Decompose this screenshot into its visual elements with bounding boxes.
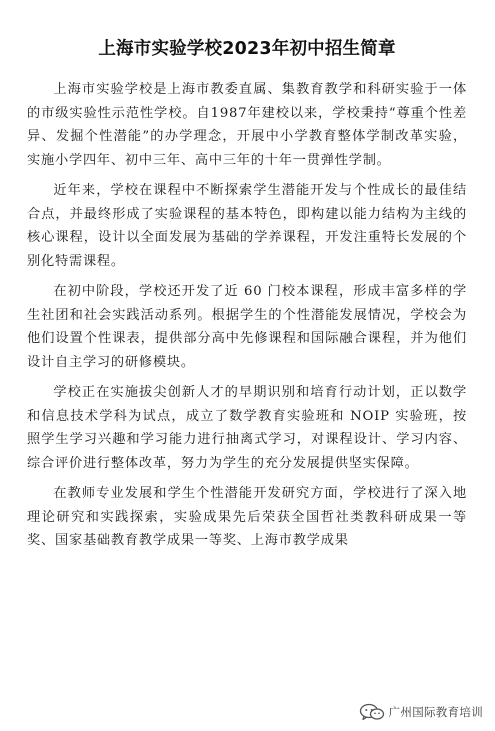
paragraph-curriculum: 近年来，学校在课程中不断探索学生潜能开发与个性成长的最佳结合点，并最终形成了实验课程的基本特色，即构建以能力结构为主线的核心课程，设计以全面发展为基础的学养课程，开发注重特长发展的个别化特需课程。	[27, 183, 467, 269]
paragraph-talent-program: 学校正在实施拔尖创新人才的早期识别和培育行动计划，正以数学和信息技术学科为试点，成立了数学教育实验班和 NOIP 实验班，按照学生学习兴趣和学习能力进行抽离式学习，对课程设计、学习内容、综合评价进行整体改革，努力为学生的充分发展提供坚实保障。	[27, 385, 467, 471]
watermark-text: 广州国际教育培训	[388, 705, 483, 719]
paragraph-intro: 上海市实验学校是上海市教委直属、集教育教学和科研实验于一体的市级实验性示范性学校。自1987年建校以来，学校秉持“尊重个性差异、发掘个性潜能”的办学理念，开展中小学教育整体学制改革实验，实施小学四年、初中三年、高中三年的十年一贯弹性学制。	[27, 82, 467, 168]
paragraph-middle-school: 在初中阶段，学校还开发了近 60 门校本课程，形成丰富多样的学生社团和社会实践活动系列。根据学生的个性潜能发展情况，学校会为他们设置个性课表，提供部分高中先修课程和国际融合课程，并为他们设计自主学习的研修模块。	[27, 284, 467, 370]
wechat-icon	[359, 703, 385, 721]
document-title: 上海市实验学校2023年初中招生简章	[98, 39, 396, 59]
paragraph-research: 在教师专业发展和学生个性潜能开发研究方面，学校进行了深入地理论研究和实践探索，实验成果先后荣获全国哲社类教科研成果一等奖、国家基础教育教学成果一等奖、上海市教学成果	[27, 486, 467, 548]
watermark	[355, 701, 489, 723]
